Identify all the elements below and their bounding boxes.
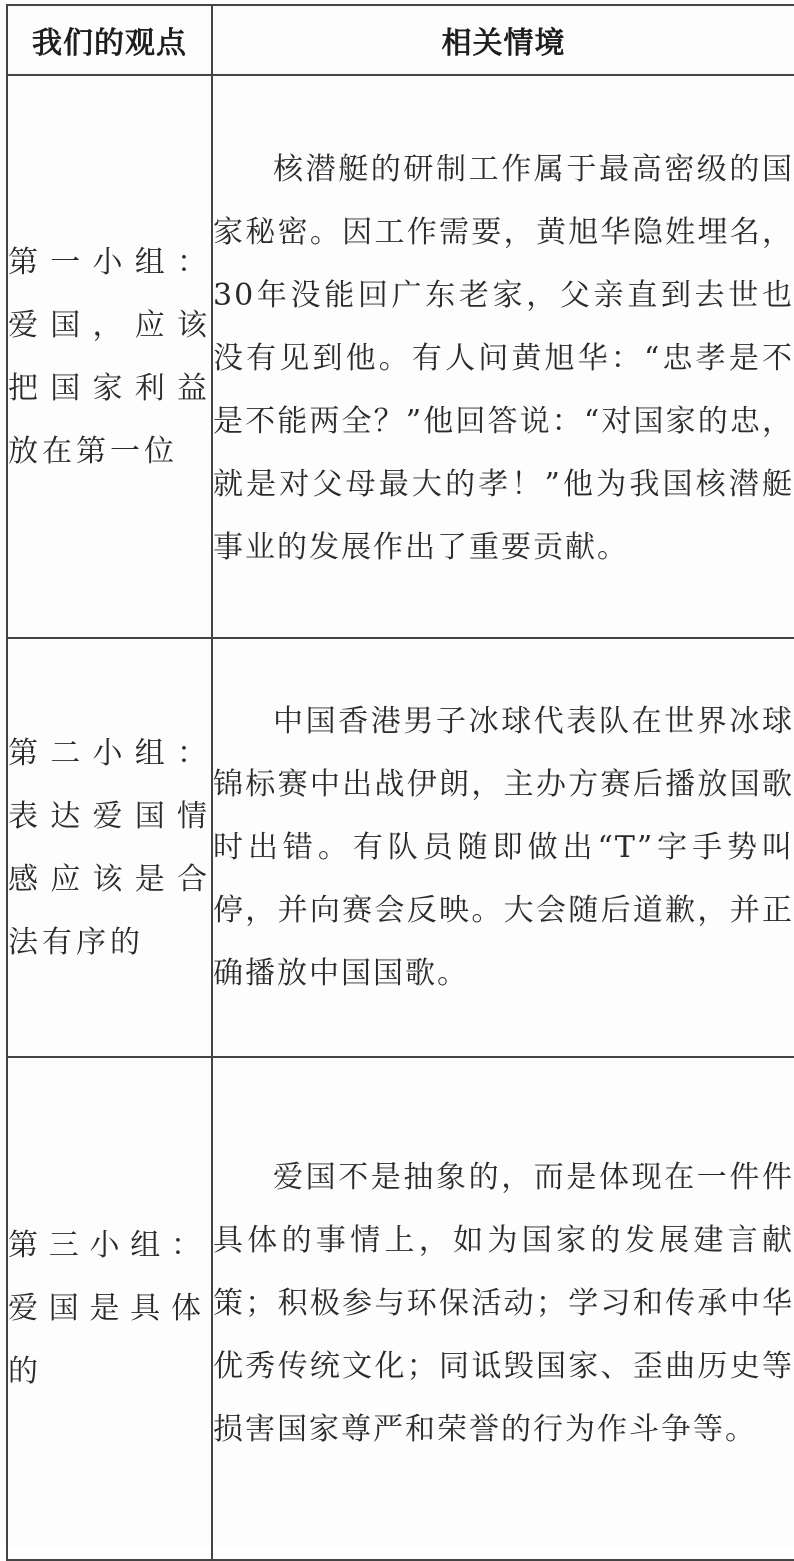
table-row [7,75,794,638]
table-header-row [7,5,794,75]
header-our-views: 我们的观点 [7,5,212,75]
views-table [6,4,794,1561]
table-row [7,1057,794,1560]
group-2-context: 中国香港男子冰球代表队在世界冰球锦标赛中出战伊朗，主办方赛后播放国歌时出错。有队员随即做出“T”字手势叫停，并向赛会反映。大会随后道歉，并正确播放中国国歌。 [212,638,794,1057]
header-related-context: 相关情境 [212,5,794,75]
group-2-view: 第二小组：表达爱国情感应该是合法有序的 [7,638,212,1057]
table-row [7,638,794,1057]
group-3-view: 第三小组：爱国是具体的 [7,1057,212,1560]
group-1-context: 核潜艇的研制工作属于最高密级的国家秘密。因工作需要，黄旭华隐姓埋名，30年没能回广东老家，父亲直到去世也没有见到他。有人问黄旭华：“忠孝是不是不能两全？”他回答说：“对国家的忠，就是对父母最大的孝！”他为我国核潜艇事业的发展作出了重要贡献。 [212,75,794,638]
group-3-context: 爱国不是抽象的，而是体现在一件件具体的事情上，如为国家的发展建言献策；积极参与环保活动；学习和传承中华优秀传统文化；同诋毁国家、歪曲历史等损害国家尊严和荣誉的行为作斗争等。 [212,1057,794,1560]
group-1-view: 第一小组：爱国，应该把国家利益放在第一位 [7,75,212,638]
